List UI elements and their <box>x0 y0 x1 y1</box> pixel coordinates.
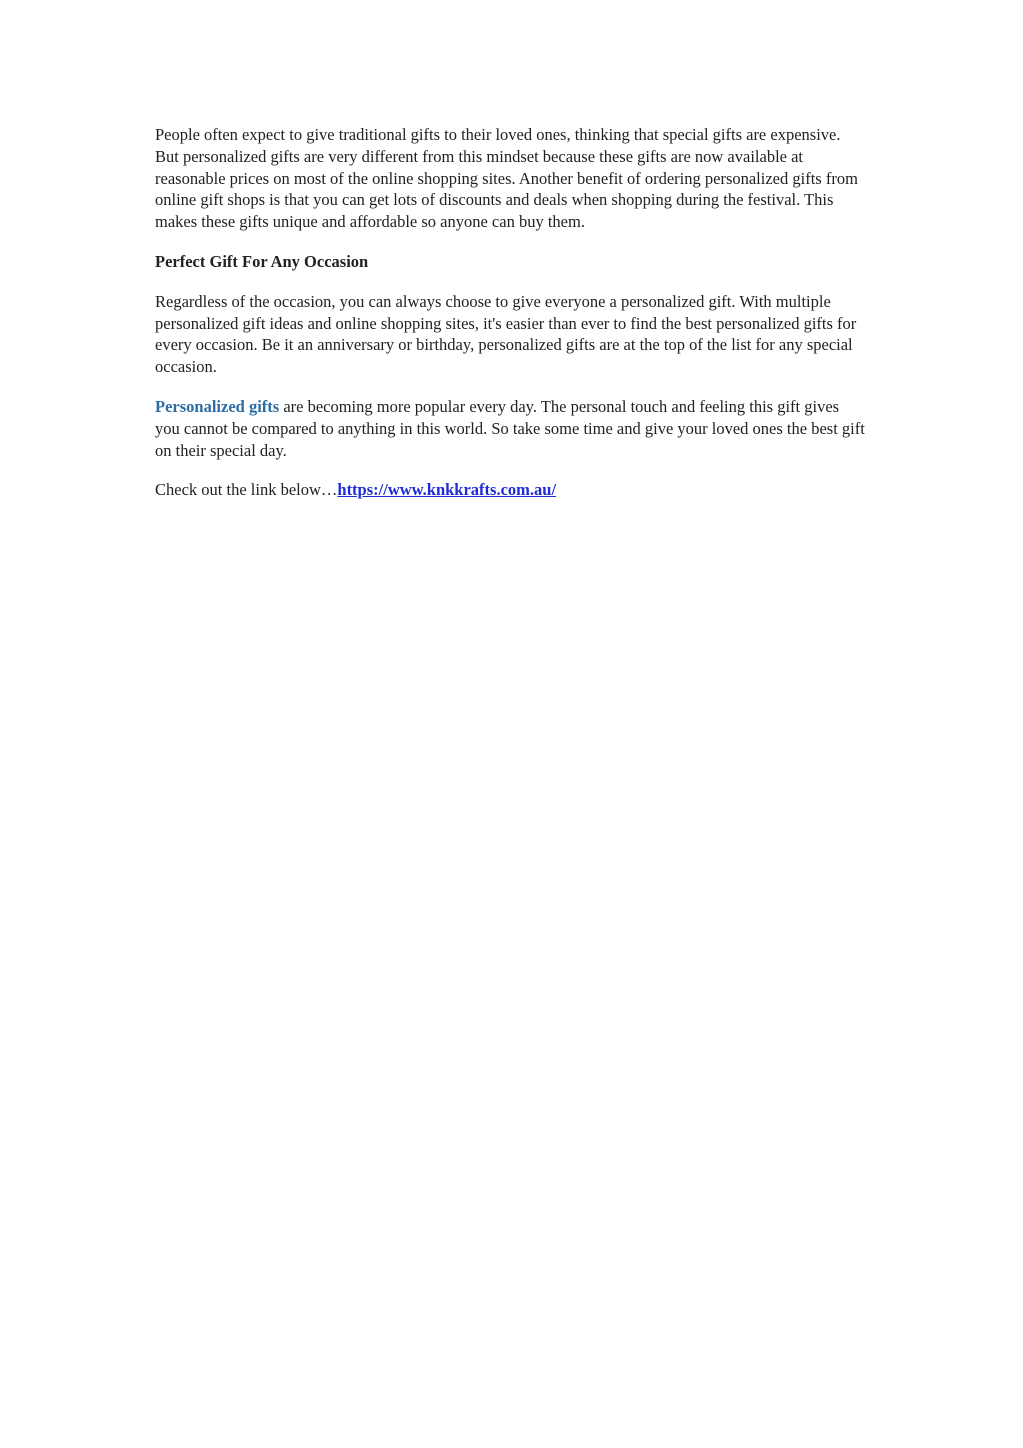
document-body <box>155 124 867 519</box>
section-heading: Perfect Gift For Any Occasion <box>155 251 369 271</box>
paragraph-link <box>155 479 867 501</box>
paragraph-occasion: Regardless of the occasion, you can always choose to give everyone a personalized gift. With multiple personalized gift ideas and online shopping sites, it's easier than ever to find the best personalized gifts for every occasion. Be it an anniversary or birthday, personalized gifts are at the top of the list for any special occasion. <box>155 291 857 377</box>
paragraph-intro: People often expect to give traditional gifts to their loved ones, thinking that special gifts are expensive. But personalized gifts are very different from this mindset because these gifts are now available at reasonable prices on most of the online shopping sites. Another benefit of ordering personalized gifts from online gift shops is that you can get lots of discounts and deals when shopping during the festival. This makes these gifts unique and affordable so anyone can buy them. <box>155 125 858 232</box>
link-prefix-text: Check out the link below… <box>155 480 338 500</box>
paragraph-popularity-text: are becoming more popular every day. The personal touch and feeling this gift gives you cannot be compared to anything in this world. So take some time and give your loved ones the best gift on their special day. <box>155 396 865 460</box>
paragraph-popularity <box>155 396 867 461</box>
personalized-gifts-link[interactable]: Personalized gifts <box>155 396 280 416</box>
website-link[interactable]: https://www.knkkrafts.com.au/ <box>337 480 557 500</box>
